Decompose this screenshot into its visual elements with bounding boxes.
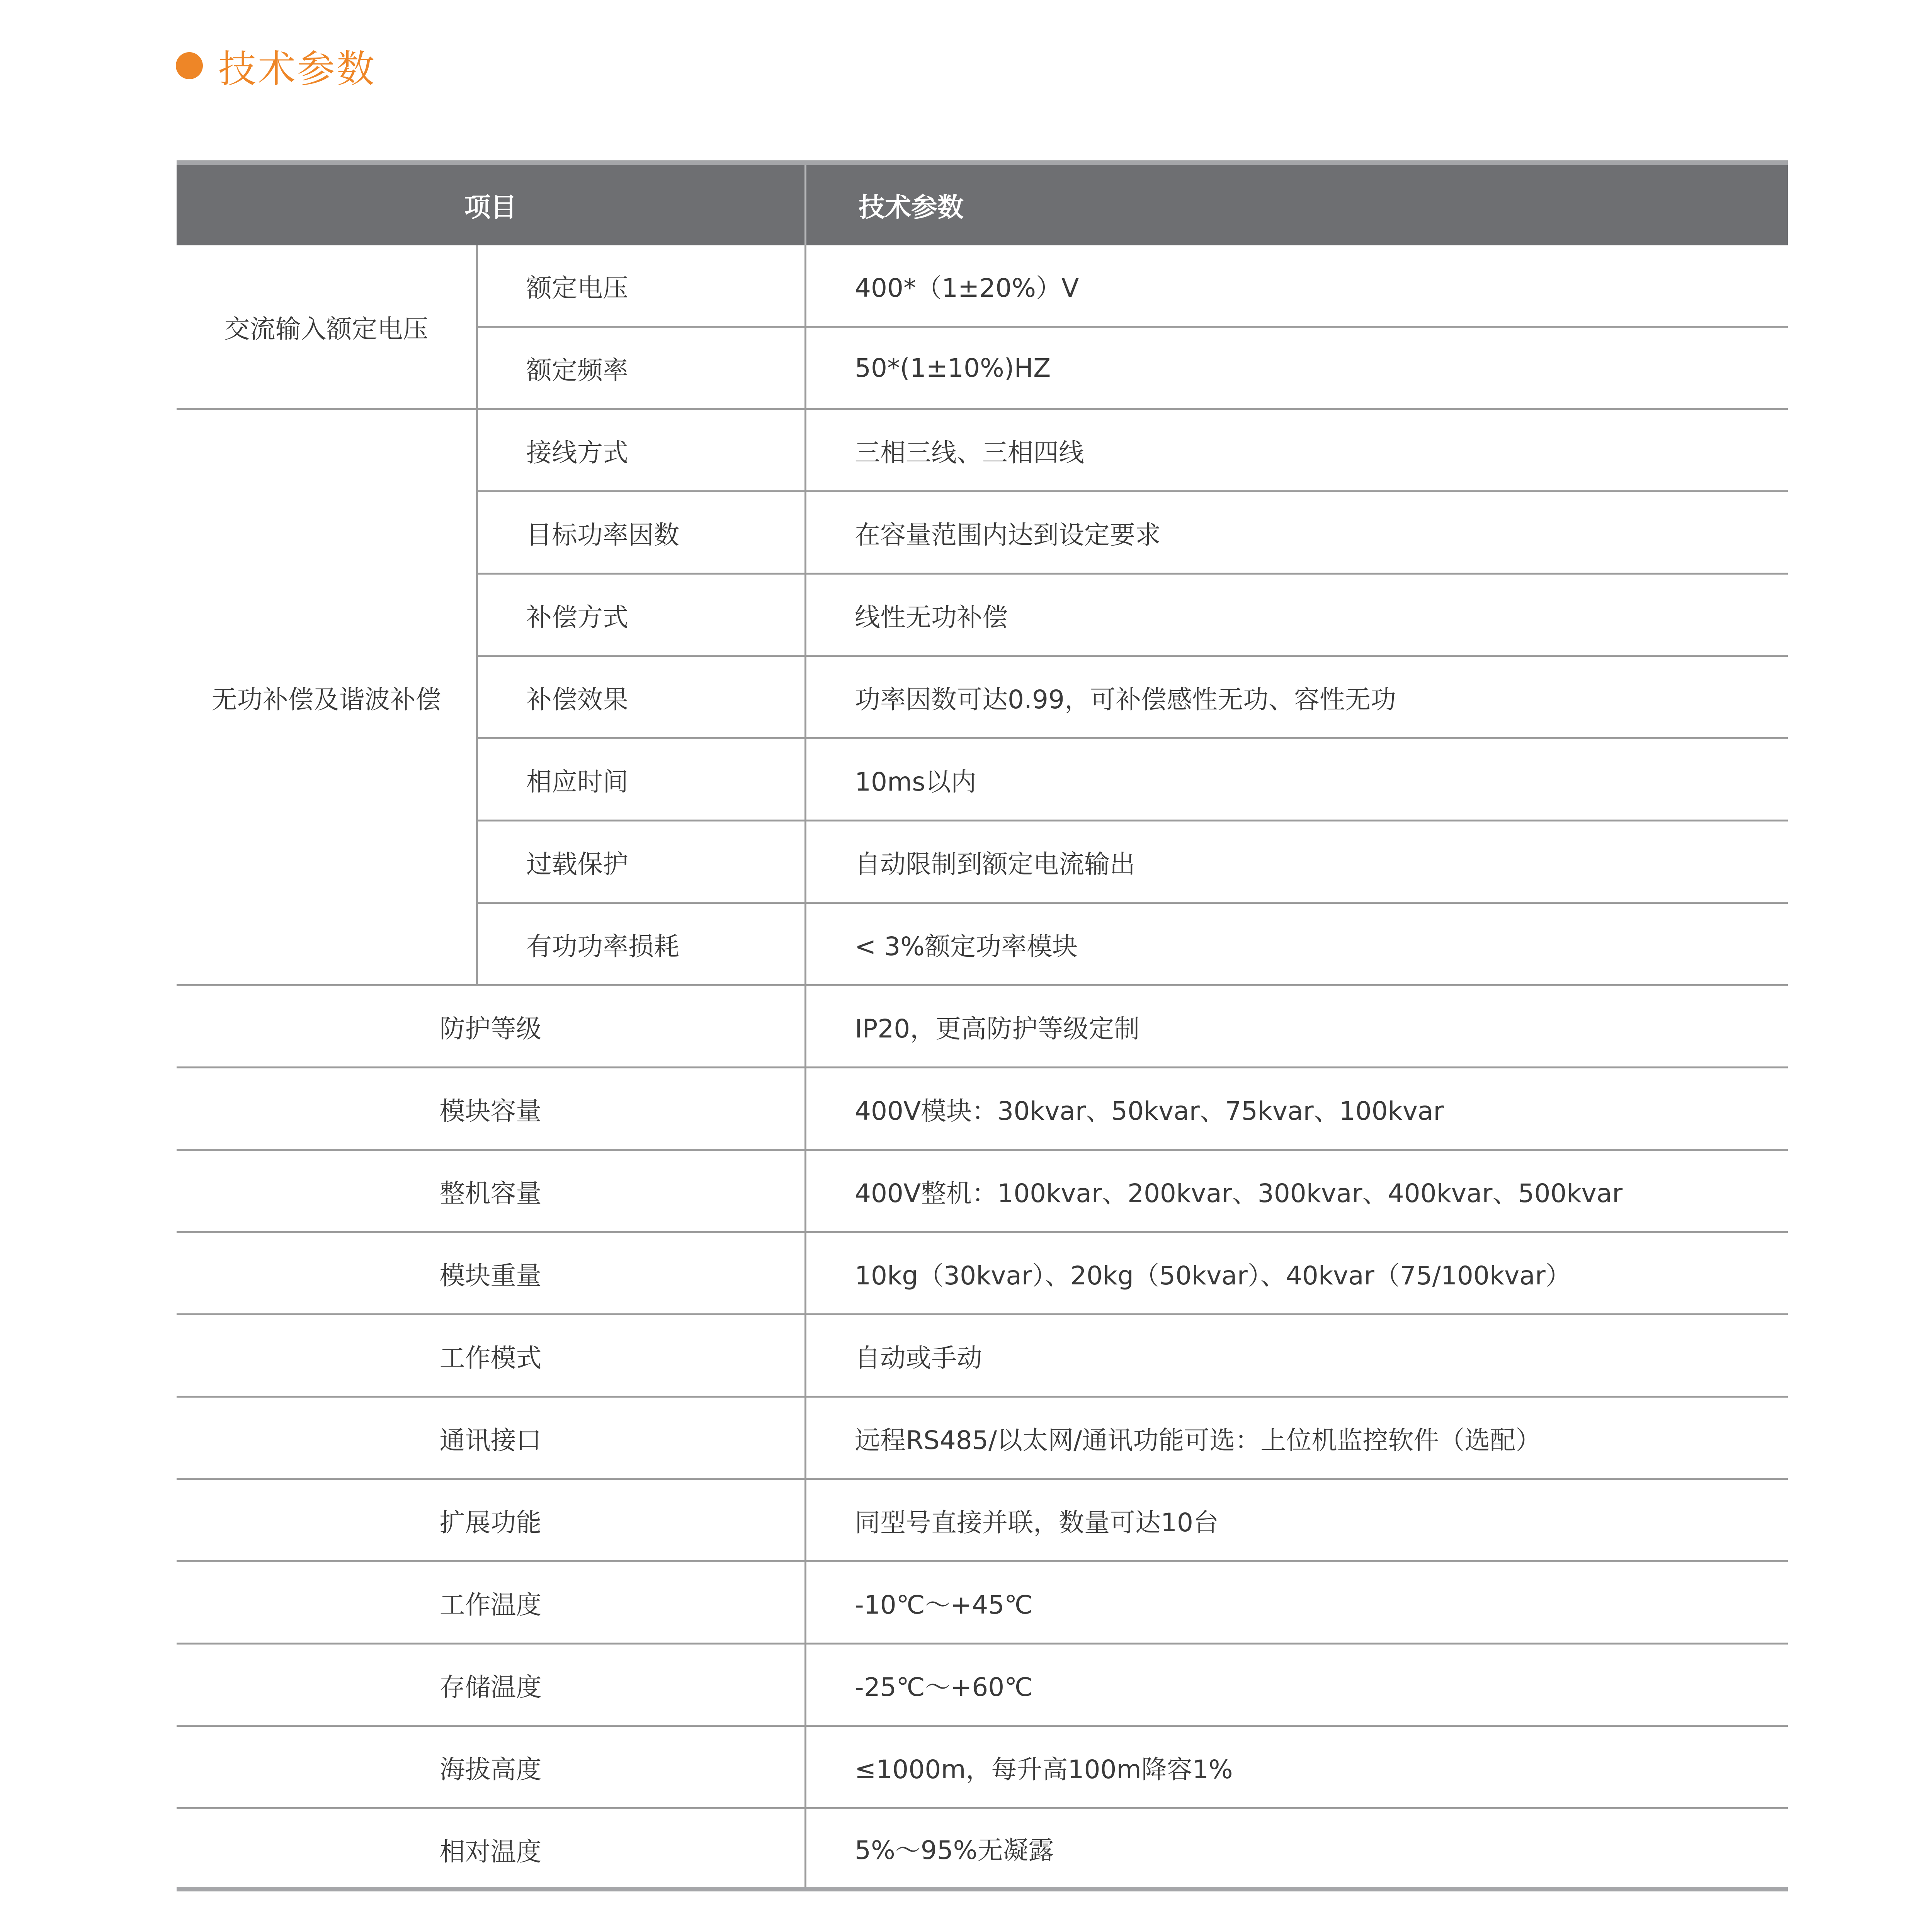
table-row [177, 1398, 1788, 1480]
row-value: 10kg（30kvar）、20kg（50kvar）、40kvar（75/100kvar） [804, 1233, 1788, 1313]
row-value: -25℃～+60℃ [804, 1645, 1788, 1725]
sub-item-value: 10ms以内 [804, 739, 1788, 820]
header-item: 项目 [464, 192, 517, 223]
row-label: 整机容量 [439, 1178, 542, 1208]
row-value: 400V整机：100kvar、200kvar、300kvar、400kvar、500kvar [804, 1151, 1788, 1231]
sub-item-label: 有功功率损耗 [526, 931, 679, 961]
section-title: 技术参数 [218, 47, 376, 91]
spec-table [177, 160, 1788, 1891]
table-row [177, 986, 1788, 1068]
sub-item-label: 相应时间 [526, 767, 628, 797]
header-param: 技术参数 [804, 165, 1788, 245]
row-value: 自动或手动 [804, 1315, 1788, 1396]
row-value: -10℃～+45℃ [804, 1562, 1788, 1643]
row-label: 扩展功能 [439, 1507, 542, 1537]
sub-item-label: 额定电压 [526, 273, 628, 303]
table-row [177, 1645, 1788, 1727]
table-row [177, 1809, 1788, 1891]
table-row [177, 1151, 1788, 1233]
table-body [177, 245, 1788, 1891]
row-label: 相对温度 [439, 1837, 542, 1867]
row-label: 通讯接口 [439, 1425, 542, 1455]
row-value: 同型号直接并联，数量可达10台 [804, 1480, 1788, 1560]
group-label: 交流输入额定电压 [177, 245, 478, 410]
bullet-dot-icon [176, 52, 203, 79]
sub-item-label: 过载保护 [526, 849, 628, 879]
sub-item-value: 功率因数可达0.99，可补偿感性无功、容性无功 [804, 657, 1788, 737]
table-row [177, 1233, 1788, 1315]
sub-item-label: 接线方式 [526, 437, 628, 468]
row-label: 海拔高度 [439, 1754, 542, 1784]
table-header [177, 160, 1788, 245]
table-row [177, 1315, 1788, 1398]
row-value: 400V模块：30kvar、50kvar、75kvar、100kvar [804, 1068, 1788, 1149]
sub-item-label: 补偿效果 [526, 684, 628, 714]
row-value: IP20，更高防护等级定制 [804, 986, 1788, 1066]
row-value: 5%～95%无凝露 [804, 1809, 1788, 1887]
table-row [177, 1727, 1788, 1809]
sub-item-label: 补偿方式 [526, 602, 628, 632]
row-label: 模块重量 [439, 1260, 542, 1291]
section-header [176, 37, 376, 95]
row-label: 存储温度 [439, 1672, 542, 1702]
sub-item-label: 目标功率因数 [526, 520, 679, 550]
sub-item-value: 三相三线、三相四线 [804, 410, 1788, 490]
table-row [177, 1562, 1788, 1645]
row-label: 工作温度 [439, 1590, 542, 1620]
sub-item-value: 50*(1±10%)HZ [804, 328, 1788, 408]
sub-item-value: 自动限制到额定电流输出 [804, 821, 1788, 902]
group-label: 无功补偿及谐波补偿 [177, 410, 478, 986]
sub-item-label: 额定频率 [526, 355, 628, 385]
group-compensation [177, 410, 1788, 986]
row-label: 工作模式 [439, 1343, 542, 1373]
sub-item-value: < 3%额定功率模块 [804, 904, 1788, 984]
row-value: ≤1000m，每升高100m降容1% [804, 1727, 1788, 1807]
table-row [177, 1068, 1788, 1151]
group-ac-input [177, 245, 1788, 410]
row-label: 模块容量 [439, 1096, 542, 1126]
row-value: 远程RS485/以太网/通讯功能可选：上位机监控软件（选配） [804, 1398, 1788, 1478]
table-row [177, 1480, 1788, 1562]
row-label: 防护等级 [439, 1014, 542, 1044]
sub-item-value: 在容量范围内达到设定要求 [804, 492, 1788, 573]
sub-item-value: 400*（1±20%）V [804, 245, 1788, 326]
sub-item-value: 线性无功补偿 [804, 575, 1788, 655]
